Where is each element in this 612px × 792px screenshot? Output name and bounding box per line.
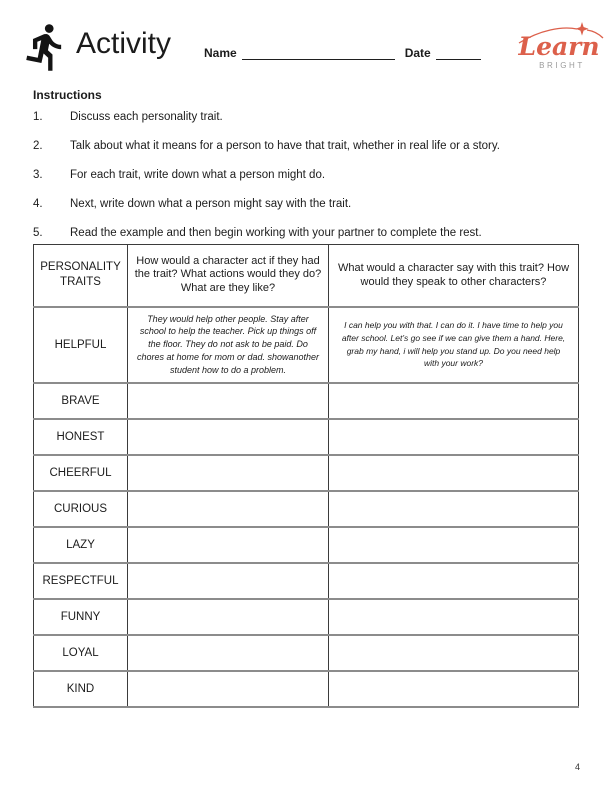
table-row xyxy=(34,527,579,563)
date-label: Date xyxy=(404,46,431,60)
say-blank-cell xyxy=(329,419,579,455)
act-blank-cell xyxy=(128,527,329,563)
trait-cell: RESPECTFUL xyxy=(34,563,128,599)
trait-cell: BRAVE xyxy=(34,383,128,419)
trait-cell: CHEERFUL xyxy=(34,455,128,491)
table-row xyxy=(34,419,579,455)
act-blank-cell xyxy=(128,671,329,707)
date-blank-line xyxy=(436,45,481,60)
act-blank-cell xyxy=(128,455,329,491)
say-example-cell: I can help you with that. I can do it. I have time to help you after school. Let’s go see if we can give them a hand. Here, grab my hand, i will help you stand up. Do you need help with your work? xyxy=(329,307,579,383)
header-cell-traits: PERSONALITY TRAITS xyxy=(34,245,128,307)
say-blank-cell xyxy=(329,491,579,527)
list-item-text: Next, write down what a person might say with the trait. xyxy=(70,198,352,210)
runner-icon xyxy=(20,21,72,73)
table-row xyxy=(34,635,579,671)
table-row xyxy=(34,307,579,383)
list-item xyxy=(33,139,578,154)
learnbright-logo xyxy=(514,22,606,72)
act-blank-cell xyxy=(128,419,329,455)
trait-cell: FUNNY xyxy=(34,599,128,635)
act-blank-cell xyxy=(128,599,329,635)
act-example-cell: They would help other people. Stay after school to help the teacher. Pick up things off the floor. They do not ask to be paid. Do chores at home for mom or dad. showanother student how to do a problem. xyxy=(128,307,329,383)
list-item-text: Talk about what it means for a person to have that trait, whether in real life or a story. xyxy=(70,140,500,152)
list-item xyxy=(33,197,578,212)
list-item-number: 5. xyxy=(33,227,43,239)
table-row xyxy=(34,455,579,491)
act-blank-cell xyxy=(128,491,329,527)
page-number: 4 xyxy=(575,762,581,772)
trait-cell: KIND xyxy=(34,671,128,707)
say-blank-cell xyxy=(329,671,579,707)
name-label: Name xyxy=(204,46,237,60)
list-item-number: 2. xyxy=(33,140,43,152)
say-blank-cell xyxy=(329,455,579,491)
header-cell-say: What would a character say with this trait? How would they speak to other characters? xyxy=(329,245,579,307)
table-row xyxy=(34,671,579,707)
list-item xyxy=(33,110,578,125)
list-item-text: For each trait, write down what a person might do. xyxy=(70,169,326,181)
instructions-heading: Instructions xyxy=(33,88,102,102)
say-blank-cell xyxy=(329,383,579,419)
say-blank-cell xyxy=(329,527,579,563)
list-item-text: Read the example and then begin working with your partner to complete the rest. xyxy=(70,227,482,239)
header-cell-act: How would a character act if they had the trait? What actions would they do? What are they like? xyxy=(128,245,329,307)
page-title: Activity xyxy=(76,27,172,60)
list-item-number: 4. xyxy=(33,198,43,210)
table-row xyxy=(34,599,579,635)
say-blank-cell xyxy=(329,563,579,599)
act-blank-cell xyxy=(128,563,329,599)
personality-traits-table xyxy=(33,244,579,708)
list-item-text: Discuss each personality trait. xyxy=(70,111,223,123)
list-item xyxy=(33,226,578,241)
table-row xyxy=(34,491,579,527)
act-blank-cell xyxy=(128,383,329,419)
logo-subtext: BRIGHT xyxy=(539,61,585,70)
list-item xyxy=(33,168,578,183)
instructions-list xyxy=(33,110,578,255)
act-blank-cell xyxy=(128,635,329,671)
name-blank-line xyxy=(242,45,395,60)
table-header-row xyxy=(34,245,579,307)
trait-cell: HELPFUL xyxy=(34,307,128,383)
say-blank-cell xyxy=(329,599,579,635)
name-date-row xyxy=(204,45,481,60)
say-blank-cell xyxy=(329,635,579,671)
list-item-number: 1. xyxy=(33,111,43,123)
trait-cell: CURIOUS xyxy=(34,491,128,527)
trait-cell: HONEST xyxy=(34,419,128,455)
list-item-number: 3. xyxy=(33,169,43,181)
trait-cell: LOYAL xyxy=(34,635,128,671)
table-row xyxy=(34,563,579,599)
table-row xyxy=(34,383,579,419)
trait-cell: LAZY xyxy=(34,527,128,563)
logo-wordmark: Learn xyxy=(518,32,600,61)
